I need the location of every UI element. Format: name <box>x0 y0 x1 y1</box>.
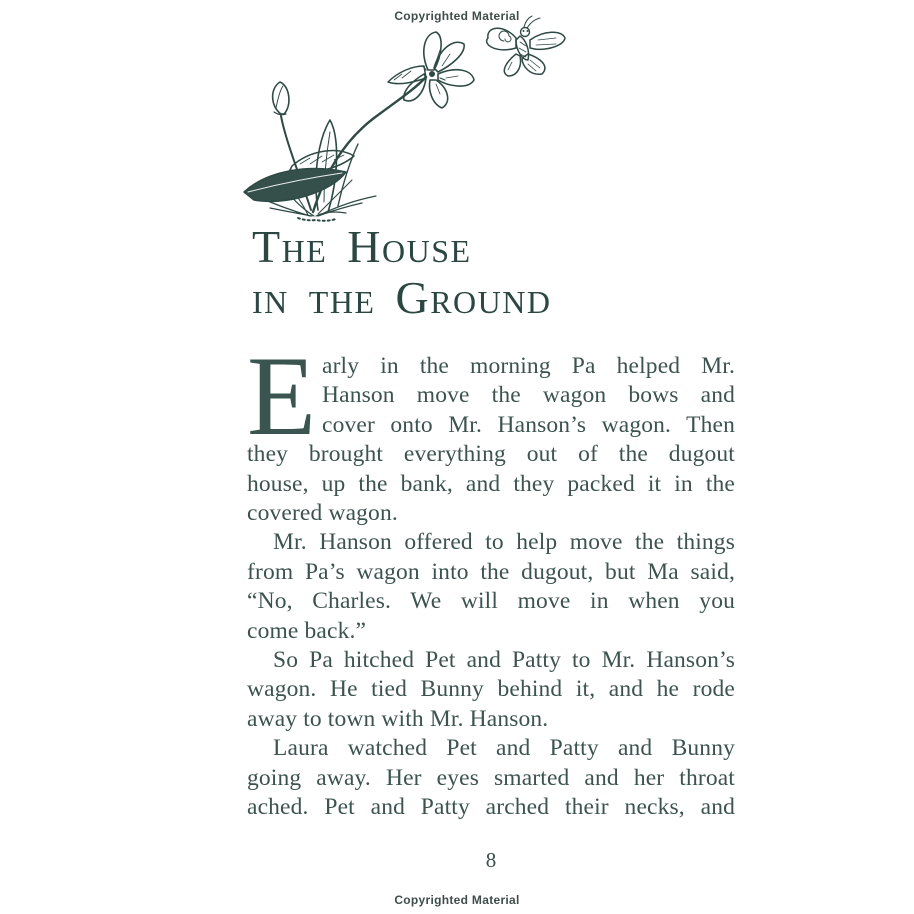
body-text <box>247 334 735 823</box>
drop-cap: E <box>247 334 317 459</box>
paragraph <box>247 646 735 734</box>
butterfly-icon <box>487 16 565 76</box>
text-line: ached. Pet and Patty arched their necks, and <box>247 794 735 821</box>
butterfly-illustration <box>476 14 570 95</box>
chapter-title <box>252 221 551 323</box>
text-line: cover onto Mr. Hanson’s wagon. Then <box>322 411 735 438</box>
text-line: “No, Charles. We will move in when you <box>247 588 735 615</box>
text-line: come back.” <box>247 617 367 644</box>
text-line: wagon. He tied Bunny behind it, and he rode <box>247 676 735 703</box>
text-line: Mr. Hanson offered to help move the things <box>273 529 735 556</box>
text-line: Hanson move the wagon bows and <box>322 382 735 409</box>
copyright-notice-top: Copyrighted Material <box>394 9 520 23</box>
text-line: arly in the morning Pa helped Mr. <box>322 353 735 379</box>
chapter-title-line2: in the Ground <box>252 272 552 323</box>
paragraph <box>247 334 735 528</box>
text-line: Laura watched Pet and Patty and Bunny <box>273 735 735 762</box>
copyright-notice-bottom: Copyrighted Material <box>394 893 520 907</box>
text-line: house, up the bank, and they packed it in the <box>247 470 735 497</box>
wildflower-icon <box>244 32 474 221</box>
paragraph <box>247 528 735 646</box>
text-line: from Pa’s wagon into the dugout, but Ma said, <box>247 558 735 585</box>
text-line: they brought everything out of the dugout <box>247 441 735 468</box>
text-line: So Pa hitched Pet and Patty to Mr. Hanson’s <box>273 647 735 674</box>
text-line: away to town with Mr. Hanson. <box>247 705 549 732</box>
text-line: covered wagon. <box>247 500 398 527</box>
page-number: 8 <box>485 848 497 872</box>
chapter-title-line1: The House <box>252 221 472 272</box>
paragraph <box>247 734 735 822</box>
text-line: going away. Her eyes smarted and her throat <box>247 764 735 791</box>
